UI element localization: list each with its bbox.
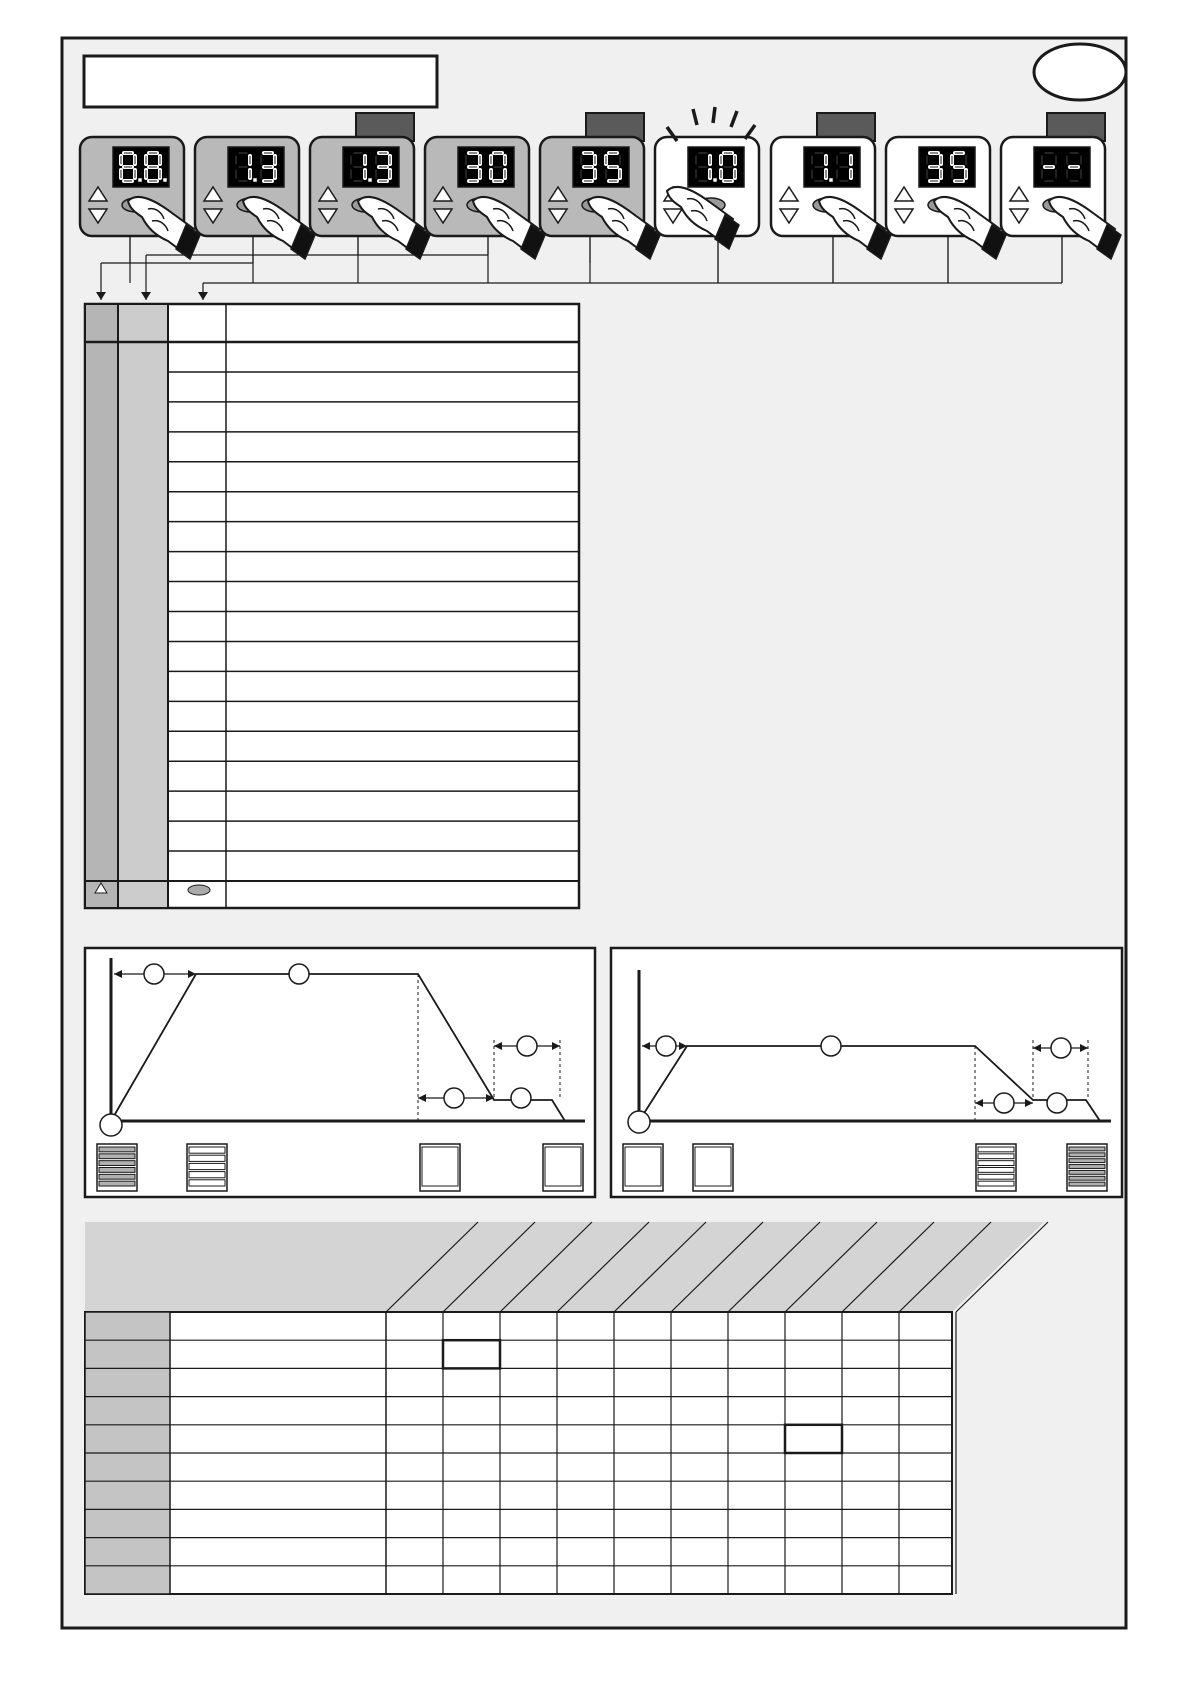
display-window [1034, 147, 1090, 187]
step-marker [1051, 1038, 1071, 1058]
step-marker [994, 1093, 1014, 1113]
diagram-frame [85, 948, 595, 1197]
matrix-header-band [85, 1222, 1044, 1312]
decimal-point [253, 178, 257, 182]
door-slat [189, 1180, 225, 1186]
title-box [84, 56, 437, 107]
door-slat [99, 1168, 135, 1173]
seven-segment-display [228, 147, 284, 187]
step-marker [628, 1111, 650, 1133]
display-window [573, 147, 629, 187]
step-marker [656, 1036, 676, 1056]
door-slat [978, 1181, 1014, 1186]
seven-segment-display [804, 147, 860, 187]
door-slat [978, 1154, 1014, 1159]
parameter-table [85, 304, 579, 908]
settings-matrix [85, 1222, 1048, 1595]
step-marker [517, 1036, 537, 1056]
door-slat [978, 1174, 1014, 1179]
step-marker [444, 1088, 464, 1108]
door-slat [99, 1154, 135, 1159]
seven-segment-display [1034, 147, 1090, 187]
seven-segment-display [573, 147, 629, 187]
ramp-open-diagram [611, 948, 1122, 1197]
door-slat [978, 1161, 1014, 1166]
seven-segment-display [343, 147, 399, 187]
door-slat [695, 1147, 731, 1186]
door-slat [189, 1172, 225, 1178]
seven-segment-display [113, 147, 169, 187]
door-slat [1069, 1147, 1105, 1151]
door-slat [189, 1147, 225, 1153]
door-slat [978, 1168, 1014, 1173]
door-slat [1069, 1170, 1105, 1174]
step-marker [511, 1088, 531, 1108]
step-marker [144, 964, 164, 984]
decimal-point [163, 178, 167, 182]
door-slat [1069, 1176, 1105, 1180]
diagram-frame [611, 948, 1122, 1197]
door-slat [1069, 1153, 1105, 1157]
seven-segment-display [688, 147, 744, 187]
seven-segment-display [458, 147, 514, 187]
decimal-point [368, 178, 372, 182]
step-marker [1047, 1093, 1067, 1113]
door-slat [978, 1147, 1014, 1152]
step-marker [100, 1114, 122, 1136]
decimal-point [713, 178, 717, 182]
door-slat [625, 1147, 661, 1186]
display-window [919, 147, 975, 187]
step-marker [821, 1036, 841, 1056]
table-group-column [85, 304, 118, 908]
door-slat [99, 1174, 135, 1179]
table-menu-column [118, 304, 168, 908]
door-slat [99, 1161, 135, 1166]
door-slat [1069, 1159, 1105, 1163]
decimal-point [829, 178, 833, 182]
door-slat [545, 1147, 581, 1186]
language-oval [1034, 44, 1126, 100]
door-slat [99, 1181, 135, 1186]
door-slat [422, 1147, 458, 1186]
display-window [458, 147, 514, 187]
decimal-point [138, 178, 142, 182]
ramp-close-diagram [85, 948, 595, 1197]
door-slat [99, 1147, 135, 1152]
door-slat [189, 1155, 225, 1161]
select-key-icon [188, 885, 210, 895]
door-slat [1069, 1182, 1105, 1186]
door-slat [1069, 1165, 1105, 1169]
seven-segment-display [919, 147, 975, 187]
door-slat [189, 1163, 225, 1169]
step-marker [289, 964, 309, 984]
blink-ray [713, 107, 715, 123]
